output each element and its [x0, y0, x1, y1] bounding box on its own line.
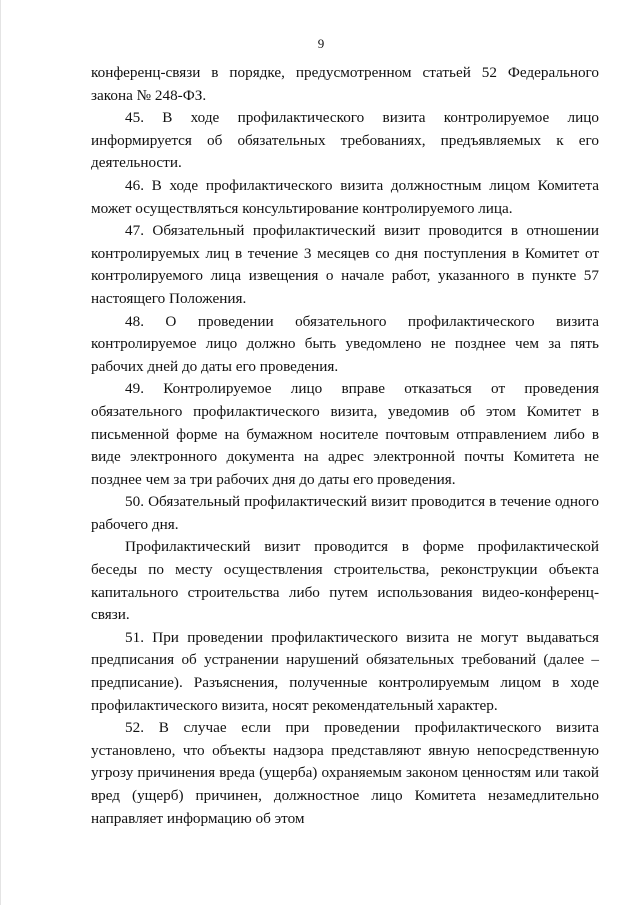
paragraph-52: 52. В случае если при проведении профилактического визита установлено, что объекты надзора представляют явную непосредственную угрозу причинения вреда (ущерба) охраняемым законом ценностям или такой вред (ущерб) причинен, должностное лицо Комитета незамедлительно направляет информацию об этом	[91, 719, 599, 827]
paragraph-45: 45. В ходе профилактического визита контролируемое лицо информируется об обязательных требованиях, предъявляемых к его деятельности.	[91, 109, 599, 172]
paragraph-46: 46. В ходе профилактического визита должностным лицом Комитета может осуществляться консультирование контролируемого лица.	[91, 176, 599, 217]
paragraph-visit-form: Профилактический визит проводится в форме профилактической беседы по месту осуществления строительства, реконструкции объекта капитального строительства либо путем использования видео-конференц-связи.	[91, 538, 599, 624]
paragraph-49: 49. Контролируемое лицо вправе отказаться от проведения обязательного профилактического визита, уведомив об этом Комитет в письменной форме на бумажном носителе почтовым отправлением либо в виде электронного документа на адрес электронной почты Комитета не позднее чем за три рабочих дня до даты его проведения.	[91, 380, 599, 488]
paragraph-51: 51. При проведении профилактического визита не могут выдаваться предписания об устранении нарушений обязательных требований (далее – предписание). Разъяснения, полученные контролируемым лицом в ходе профилактического визита, носят рекомендательный характер.	[91, 628, 599, 714]
page-number: 9	[317, 36, 325, 51]
paragraph-50: 50. Обязательный профилактический визит проводится в течение одного рабочего дня.	[91, 493, 599, 533]
paragraph-48: 48. О проведении обязательного профилактического визита контролируемое лицо должно быть уведомлено не позднее чем за пять рабочих дней до даты его проведения.	[91, 312, 599, 375]
document-body	[91, 62, 599, 830]
paragraph-continuation: конференц-связи в порядке, предусмотренном статьей 52 Федерального закона № 248-ФЗ.	[91, 64, 599, 104]
paragraph-47: 47. Обязательный профилактический визит проводится в отношении контролируемых лиц в течение 3 месяцев со дня поступления в Комитет от контролируемого лица извещения о начале работ, указанного в пункте 57 настоящего Положения.	[91, 222, 599, 307]
